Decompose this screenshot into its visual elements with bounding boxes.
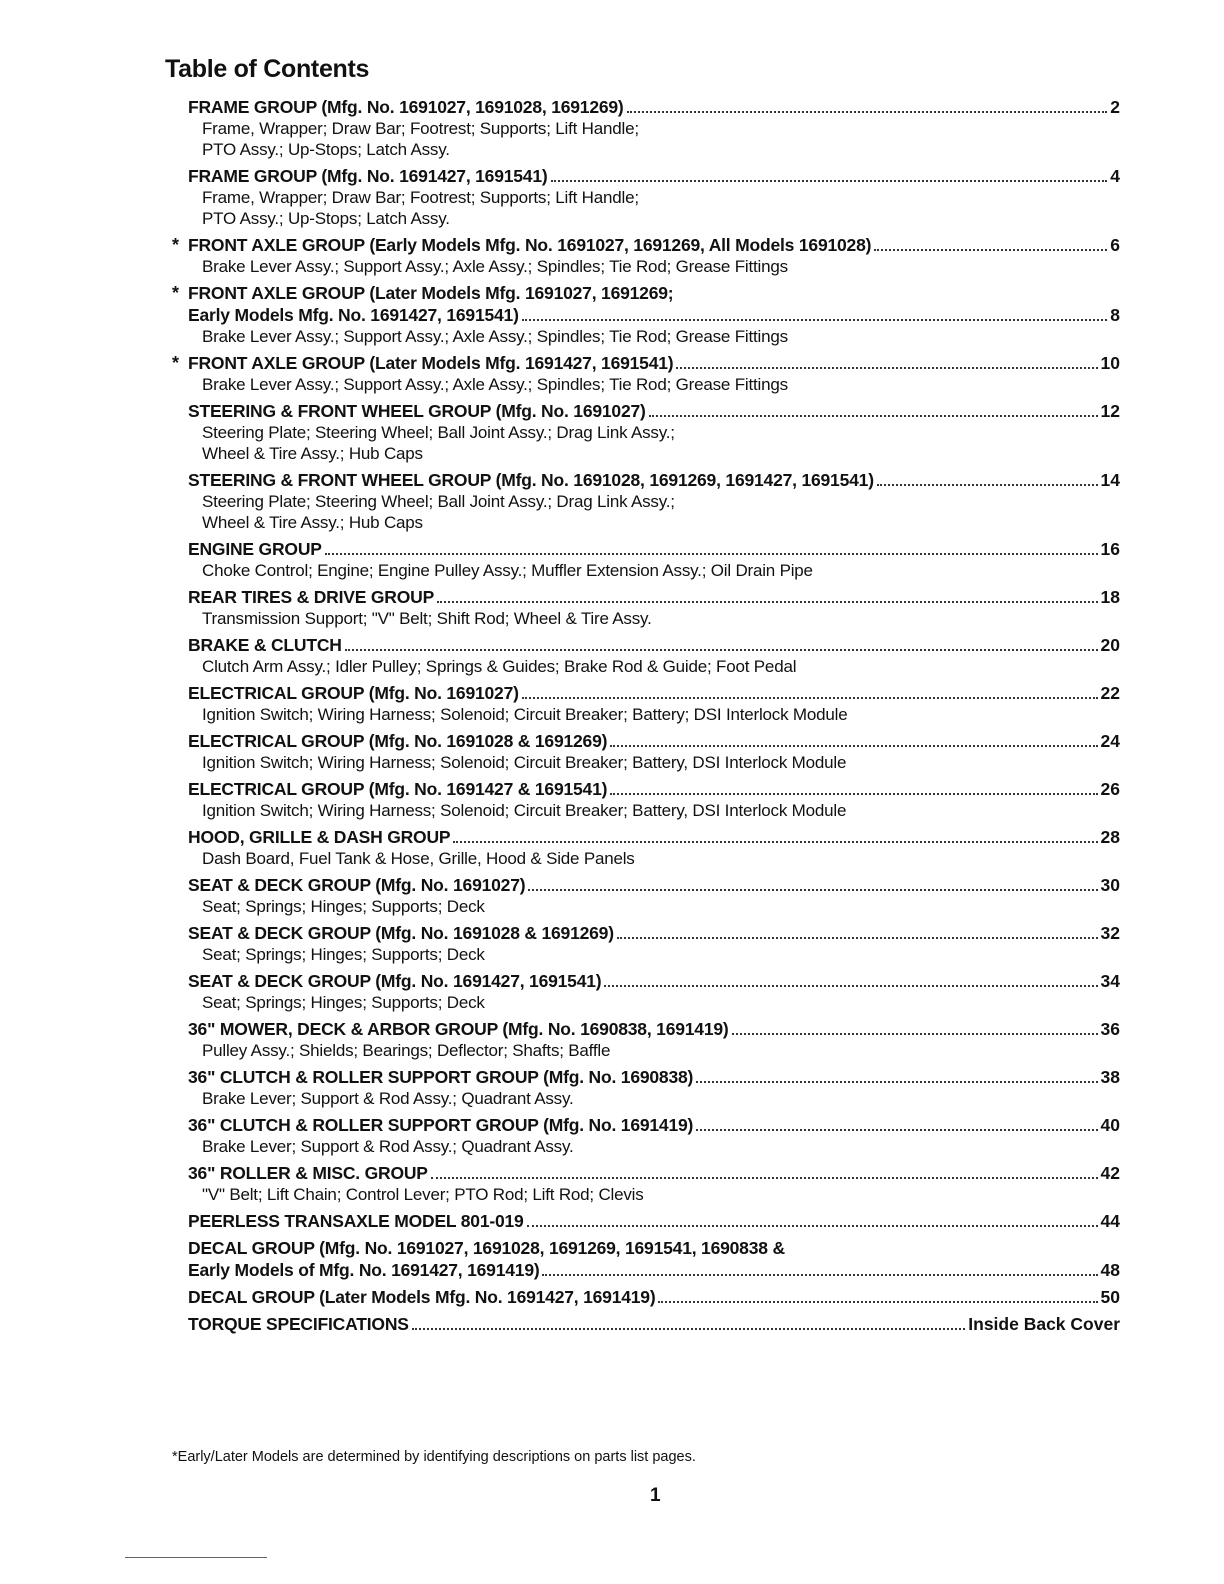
dot-leader: [649, 415, 1098, 417]
toc-entry: [172, 400, 1122, 464]
toc-entry: [172, 1018, 1122, 1061]
toc-description: Choke Control; Engine; Engine Pulley Assy.; Muffler Extension Assy.; Oil Drain Pipe: [202, 561, 813, 580]
toc-entry: [172, 1237, 1122, 1281]
toc-heading: 36" CLUTCH & ROLLER SUPPORT GROUP (Mfg. No. 1691419): [188, 1115, 694, 1135]
toc-entry: [172, 1162, 1122, 1205]
dot-leader: [437, 601, 1097, 603]
page-number: 1: [650, 1485, 661, 1506]
toc-entry: [172, 682, 1122, 725]
toc-page-ref: 8: [1110, 305, 1120, 325]
toc-heading-line: [172, 1286, 1122, 1308]
toc-heading: BRAKE & CLUTCH: [188, 635, 342, 655]
toc-heading: 36" CLUTCH & ROLLER SUPPORT GROUP (Mfg. No. 1690838): [188, 1067, 694, 1087]
toc-heading: FRONT AXLE GROUP (Early Models Mfg. No. 1691027, 1691269, All Models 1691028): [188, 235, 872, 255]
toc-heading-line: [172, 352, 1122, 374]
dot-leader: [325, 553, 1098, 555]
toc-description: Brake Lever; Support & Rod Assy.; Quadrant Assy.: [202, 1089, 574, 1108]
asterisk-marker: *: [172, 283, 180, 303]
toc-description: Ignition Switch; Wiring Harness; Solenoid; Circuit Breaker; Battery, DSI Interlock Module: [202, 801, 847, 820]
dot-leader: [610, 745, 1097, 747]
toc-heading-line: [172, 469, 1122, 491]
toc-entry: [172, 165, 1122, 229]
toc-page-ref: 12: [1100, 401, 1120, 421]
toc-description: Steering Plate; Steering Wheel; Ball Joint Assy.; Drag Link Assy.;: [202, 423, 675, 442]
toc-page-ref: 26: [1100, 779, 1120, 799]
table-of-contents: [172, 96, 1122, 1340]
toc-description: Ignition Switch; Wiring Harness; Solenoid; Circuit Breaker; Battery, DSI Interlock Module: [202, 753, 847, 772]
toc-description: Brake Lever; Support & Rod Assy.; Quadrant Assy.: [202, 1137, 574, 1156]
dot-leader: [542, 1274, 1097, 1276]
toc-heading: PEERLESS TRANSAXLE MODEL 801-019: [188, 1211, 524, 1231]
toc-heading-line: [172, 1114, 1122, 1136]
toc-heading: FRONT AXLE GROUP (Later Models Mfg. 1691427, 1691541): [188, 353, 674, 373]
toc-heading: ENGINE GROUP: [188, 539, 322, 559]
toc-entry: [172, 352, 1122, 395]
toc-heading: REAR TIRES & DRIVE GROUP: [188, 587, 435, 607]
toc-description: Wheel & Tire Assy.; Hub Caps: [202, 513, 423, 532]
toc-entry: [172, 469, 1122, 533]
asterisk-marker: *: [172, 353, 180, 373]
dot-leader: [874, 249, 1107, 251]
toc-heading: STEERING & FRONT WHEEL GROUP (Mfg. No. 1691027): [188, 401, 646, 421]
toc-heading-line: [172, 538, 1122, 560]
toc-page-ref: 6: [1110, 235, 1120, 255]
toc-page-ref: 30: [1100, 875, 1120, 895]
toc-page-ref: 50: [1100, 1287, 1120, 1307]
toc-description: PTO Assy.; Up-Stops; Latch Assy.: [202, 140, 450, 159]
toc-entry: [172, 970, 1122, 1013]
toc-description: Steering Plate; Steering Wheel; Ball Joint Assy.; Drag Link Assy.;: [202, 492, 675, 511]
toc-entry: [172, 1286, 1122, 1308]
dot-leader: [676, 367, 1097, 369]
dot-leader: [528, 889, 1097, 891]
dot-leader: [732, 1033, 1098, 1035]
dot-leader: [431, 1177, 1098, 1179]
toc-page-ref: 44: [1100, 1211, 1120, 1231]
toc-page-ref: 42: [1100, 1163, 1120, 1183]
toc-heading: 36" MOWER, DECK & ARBOR GROUP (Mfg. No. 1690838, 1691419): [188, 1019, 729, 1039]
toc-heading: ELECTRICAL GROUP (Mfg. No. 1691427 & 1691541): [188, 779, 608, 799]
toc-heading-line: [172, 970, 1122, 992]
toc-page-ref: 4: [1110, 166, 1120, 186]
toc-heading: SEAT & DECK GROUP (Mfg. No. 1691427, 1691541): [188, 971, 602, 991]
toc-entry: [172, 1313, 1122, 1335]
toc-entry: [172, 282, 1122, 347]
toc-entry: [172, 730, 1122, 773]
toc-heading: DECAL GROUP (Later Models Mfg. No. 1691427, 1691419): [188, 1287, 656, 1307]
toc-heading: Early Models Mfg. No. 1691427, 1691541): [188, 305, 519, 325]
toc-description: Wheel & Tire Assy.; Hub Caps: [202, 444, 423, 463]
dot-leader: [345, 649, 1098, 651]
dot-leader: [696, 1129, 1097, 1131]
toc-heading-line: [172, 826, 1122, 848]
toc-heading-line: [172, 1210, 1122, 1232]
toc-entry: [172, 586, 1122, 629]
dot-leader: [610, 793, 1097, 795]
toc-heading: FRONT AXLE GROUP (Later Models Mfg. 1691027, 1691269;: [188, 283, 674, 303]
dot-leader: [658, 1301, 1097, 1303]
toc-description: Frame, Wrapper; Draw Bar; Footrest; Supports; Lift Handle;: [202, 119, 639, 138]
toc-description: Dash Board, Fuel Tank & Hose, Grille, Hood & Side Panels: [202, 849, 635, 868]
toc-heading-line: [172, 304, 1122, 326]
toc-description: Pulley Assy.; Shields; Bearings; Deflector; Shafts; Baffle: [202, 1041, 611, 1060]
toc-heading: 36" ROLLER & MISC. GROUP: [188, 1163, 428, 1183]
toc-page-ref: 14: [1100, 470, 1120, 490]
dot-leader: [453, 841, 1097, 843]
dot-leader: [527, 1225, 1098, 1227]
toc-description: Seat; Springs; Hinges; Supports; Deck: [202, 945, 485, 964]
toc-entry: [172, 234, 1122, 277]
toc-description: Transmission Support; "V" Belt; Shift Rod; Wheel & Tire Assy.: [202, 609, 652, 628]
toc-heading: FRAME GROUP (Mfg. No. 1691427, 1691541): [188, 166, 548, 186]
toc-heading: SEAT & DECK GROUP (Mfg. No. 1691027): [188, 875, 526, 895]
toc-entry: [172, 96, 1122, 160]
toc-page-ref: 10: [1100, 353, 1120, 373]
dot-leader: [604, 985, 1097, 987]
toc-description: "V" Belt; Lift Chain; Control Lever; PTO Rod; Lift Rod; Clevis: [202, 1185, 644, 1204]
toc-entry: [172, 634, 1122, 677]
toc-heading-line: [172, 874, 1122, 896]
toc-heading: ELECTRICAL GROUP (Mfg. No. 1691027): [188, 683, 519, 703]
toc-heading-line: [172, 730, 1122, 752]
dot-leader: [696, 1081, 1097, 1083]
toc-heading-line: [172, 634, 1122, 656]
toc-heading-line: [172, 400, 1122, 422]
toc-heading: DECAL GROUP (Mfg. No. 1691027, 1691028, 1691269, 1691541, 1690838 &: [188, 1238, 785, 1258]
toc-heading-line: [172, 778, 1122, 800]
toc-heading-line: [172, 165, 1122, 187]
toc-heading-line: [172, 1066, 1122, 1088]
toc-page-ref: 48: [1100, 1260, 1120, 1280]
toc-description: Brake Lever Assy.; Support Assy.; Axle Assy.; Spindles; Tie Rod; Grease Fittings: [202, 375, 788, 394]
dot-leader: [551, 180, 1108, 182]
toc-description: Seat; Springs; Hinges; Supports; Deck: [202, 993, 485, 1012]
toc-entry: [172, 922, 1122, 965]
toc-entry: [172, 826, 1122, 869]
dot-leader: [522, 319, 1108, 321]
toc-heading: FRAME GROUP (Mfg. No. 1691027, 1691028, 1691269): [188, 97, 624, 117]
toc-page-ref: 38: [1100, 1067, 1120, 1087]
toc-heading: SEAT & DECK GROUP (Mfg. No. 1691028 & 1691269): [188, 923, 614, 943]
toc-heading-line: [172, 922, 1122, 944]
toc-entry: [172, 1114, 1122, 1157]
toc-heading-line: [172, 1018, 1122, 1040]
toc-heading-line: [172, 682, 1122, 704]
toc-description: Brake Lever Assy.; Support Assy.; Axle Assy.; Spindles; Tie Rod; Grease Fittings: [202, 257, 788, 276]
toc-description: Brake Lever Assy.; Support Assy.; Axle Assy.; Spindles; Tie Rod; Grease Fittings: [202, 327, 788, 346]
toc-heading-line: [172, 96, 1122, 118]
toc-heading-line: [172, 282, 1122, 304]
toc-heading-line: [172, 1259, 1122, 1281]
toc-page-ref: 28: [1100, 827, 1120, 847]
toc-entry: [172, 1066, 1122, 1109]
page-title: Table of Contents: [165, 55, 370, 83]
toc-heading: Early Models of Mfg. No. 1691427, 1691419): [188, 1260, 540, 1280]
toc-page-ref: 16: [1100, 539, 1120, 559]
dot-leader: [627, 111, 1108, 113]
toc-description: Ignition Switch; Wiring Harness; Solenoid; Circuit Breaker; Battery; DSI Interlock Module: [202, 705, 848, 724]
toc-entry: [172, 874, 1122, 917]
toc-page-ref: 36: [1100, 1019, 1120, 1039]
toc-heading: ELECTRICAL GROUP (Mfg. No. 1691028 & 1691269): [188, 731, 608, 751]
dot-leader: [617, 937, 1098, 939]
toc-page-ref: 24: [1100, 731, 1120, 751]
footnote: *Early/Later Models are determined by identifying descriptions on parts list pages.: [172, 1449, 696, 1465]
toc-page-ref: 32: [1100, 923, 1120, 943]
toc-page-ref: 22: [1100, 683, 1120, 703]
toc-entry: [172, 778, 1122, 821]
toc-heading-line: [172, 1162, 1122, 1184]
toc-page-ref: Inside Back Cover: [968, 1314, 1120, 1334]
dot-leader: [877, 484, 1098, 486]
toc-entry: [172, 538, 1122, 581]
toc-page-ref: 34: [1100, 971, 1120, 991]
dot-leader: [412, 1328, 966, 1330]
toc-heading-line: [172, 1313, 1122, 1335]
toc-heading-line: [172, 586, 1122, 608]
toc-page-ref: 40: [1100, 1115, 1120, 1135]
toc-page-ref: 18: [1100, 587, 1120, 607]
asterisk-marker: *: [172, 235, 180, 255]
toc-heading: HOOD, GRILLE & DASH GROUP: [188, 827, 451, 847]
toc-description: PTO Assy.; Up-Stops; Latch Assy.: [202, 209, 450, 228]
toc-heading: STEERING & FRONT WHEEL GROUP (Mfg. No. 1691028, 1691269, 1691427, 1691541): [188, 470, 874, 490]
toc-description: Frame, Wrapper; Draw Bar; Footrest; Supports; Lift Handle;: [202, 188, 639, 207]
dot-leader: [522, 697, 1098, 699]
toc-description: Seat; Springs; Hinges; Supports; Deck: [202, 897, 485, 916]
bottom-rule: [125, 1557, 267, 1558]
toc-heading-line: [172, 234, 1122, 256]
toc-entry: [172, 1210, 1122, 1232]
toc-heading-line: [172, 1237, 1122, 1259]
toc-page-ref: 20: [1100, 635, 1120, 655]
toc-heading: TORQUE SPECIFICATIONS: [188, 1314, 409, 1334]
toc-description: Clutch Arm Assy.; Idler Pulley; Springs & Guides; Brake Rod & Guide; Foot Pedal: [202, 657, 797, 676]
toc-page-ref: 2: [1110, 97, 1120, 117]
